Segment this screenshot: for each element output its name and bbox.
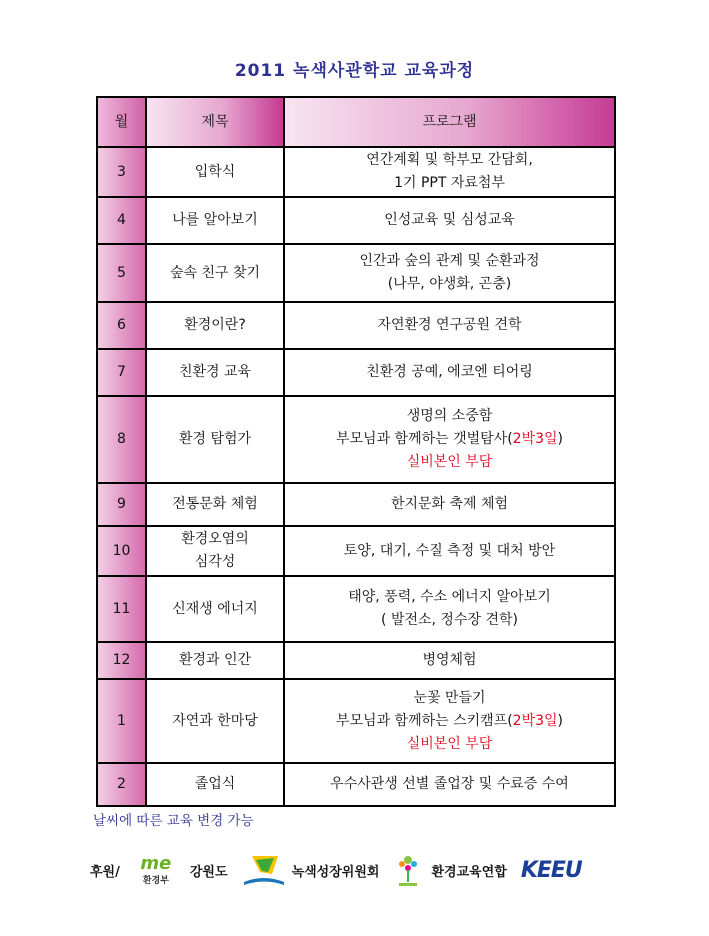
program-text: 우수사관생 선별 졸업장 및 수료증 수여 bbox=[330, 776, 569, 792]
flower-emblem-icon bbox=[393, 850, 423, 890]
title-line: 졸업식 bbox=[194, 776, 236, 792]
ministry-logo-sub: 환경부 bbox=[142, 875, 169, 886]
program-text: (나무, 야생화, 곤충) bbox=[387, 276, 512, 292]
program-highlight-text: 2박3일 bbox=[512, 431, 558, 447]
program-text: 자연환경 연구공원 견학 bbox=[377, 317, 522, 333]
table-header-row bbox=[97, 97, 615, 147]
program-cell bbox=[284, 197, 615, 244]
title-cell bbox=[146, 642, 284, 679]
program-highlight-text: 2박3일 bbox=[512, 712, 558, 729]
table-row bbox=[97, 244, 615, 302]
month-cell: 3 bbox=[97, 147, 146, 197]
program-cell bbox=[284, 576, 615, 642]
program-text: 친환경 공예, 에코엔 티어링 bbox=[366, 364, 533, 380]
program-text: 눈꽃 만들기 bbox=[413, 689, 486, 706]
program-cell bbox=[284, 763, 615, 806]
title-line: 심각성 bbox=[194, 554, 236, 570]
title-cell bbox=[146, 679, 284, 763]
title-cell bbox=[146, 483, 284, 526]
table-row bbox=[97, 763, 615, 806]
sponsor-bar bbox=[90, 848, 650, 892]
program-line bbox=[285, 687, 614, 710]
sponsor-label: 후원/ bbox=[90, 864, 120, 880]
program-text: 인성교육 및 심성교육 bbox=[384, 212, 515, 228]
title-line: 환경오염의 bbox=[181, 531, 249, 547]
title-line: 입학식 bbox=[194, 163, 236, 180]
program-cell bbox=[284, 349, 615, 396]
title-cell bbox=[146, 244, 284, 302]
title-line: 신재생 에너지 bbox=[172, 600, 258, 617]
program-line bbox=[285, 428, 614, 451]
program-text: 연간계획 및 학부모 간담회, bbox=[366, 152, 533, 168]
program-line bbox=[285, 540, 614, 563]
program-line bbox=[285, 209, 614, 232]
program-line bbox=[285, 273, 614, 296]
sponsor-environmental-education-union: 환경교육연합 bbox=[431, 864, 507, 880]
table-row bbox=[97, 679, 615, 763]
title-cell bbox=[146, 763, 284, 806]
keeu-logo: KEEU bbox=[520, 857, 582, 883]
program-cell bbox=[284, 526, 615, 576]
program-line bbox=[285, 710, 614, 733]
program-text: 한지문화 축제 체험 bbox=[390, 496, 509, 512]
month-cell: 10 bbox=[97, 526, 146, 576]
program-line bbox=[285, 649, 614, 672]
title-line: 친환경 교육 bbox=[178, 364, 252, 380]
program-text: ( 발전소, 정수장 견학) bbox=[381, 612, 518, 628]
month-cell: 4 bbox=[97, 197, 146, 244]
program-text: 인간과 숲의 관계 및 순환과정 bbox=[359, 253, 540, 269]
table-row bbox=[97, 483, 615, 526]
program-line bbox=[285, 361, 614, 384]
month-cell: 12 bbox=[97, 642, 146, 679]
program-cell bbox=[284, 396, 615, 483]
table-row bbox=[97, 526, 615, 576]
title-line: 환경이란? bbox=[184, 317, 246, 333]
title-line: 숲속 친구 찾기 bbox=[169, 264, 261, 281]
gangwon-emblem-icon bbox=[242, 852, 286, 888]
title-cell bbox=[146, 302, 284, 349]
program-cell bbox=[284, 302, 615, 349]
program-line bbox=[285, 609, 614, 632]
title-cell bbox=[146, 349, 284, 396]
program-cell bbox=[284, 483, 615, 526]
title-cell bbox=[146, 576, 284, 642]
title-line: 환경 탐험가 bbox=[178, 431, 252, 447]
sponsor-gangwon: 강원도 bbox=[189, 864, 228, 880]
program-highlight-text: 실비본인 부담 bbox=[406, 735, 493, 752]
title-line: 전통문화 체험 bbox=[172, 496, 258, 512]
program-text-end: ) bbox=[557, 712, 563, 729]
title-cell bbox=[146, 147, 284, 197]
program-line bbox=[285, 733, 614, 756]
month-cell: 6 bbox=[97, 302, 146, 349]
page-title: 2011 녹색사관학교 교육과정 bbox=[234, 61, 475, 81]
program-text: 부모님과 함께하는 스키캠프( bbox=[336, 712, 513, 729]
program-line bbox=[285, 149, 614, 172]
title-cell bbox=[146, 396, 284, 483]
ministry-logo-text: me bbox=[140, 852, 172, 874]
program-line bbox=[285, 773, 614, 796]
program-text: 생명의 소중함 bbox=[406, 408, 493, 424]
month-cell: 7 bbox=[97, 349, 146, 396]
month-cell: 2 bbox=[97, 763, 146, 806]
title-line: 환경과 인간 bbox=[178, 652, 252, 668]
program-text: 태양, 풍력, 수소 에너지 알아보기 bbox=[348, 589, 551, 605]
header-title: 제목 bbox=[146, 97, 284, 147]
program-line bbox=[285, 405, 614, 428]
title-line: 자연과 한마당 bbox=[172, 712, 258, 729]
program-line bbox=[285, 451, 614, 474]
program-text-end: ) bbox=[557, 431, 563, 447]
program-line bbox=[285, 172, 614, 195]
program-line bbox=[285, 493, 614, 516]
table-row bbox=[97, 302, 615, 349]
ministry-of-environment-logo bbox=[130, 850, 182, 890]
program-text: 토양, 대기, 수질 측정 및 대처 방안 bbox=[343, 542, 556, 559]
table-row bbox=[97, 396, 615, 483]
schedule-change-note: 날씨에 따른 교육 변경 가능 bbox=[93, 813, 254, 829]
program-line bbox=[285, 314, 614, 337]
title-cell bbox=[146, 526, 284, 576]
header-program: 프로그램 bbox=[284, 97, 615, 147]
program-cell bbox=[284, 679, 615, 763]
program-highlight-text: 실비본인 부담 bbox=[406, 454, 493, 470]
table-row bbox=[97, 576, 615, 642]
program-line bbox=[285, 586, 614, 609]
program-cell bbox=[284, 244, 615, 302]
program-text: 1기 PPT 자료첨부 bbox=[394, 175, 505, 191]
header-month: 월 bbox=[97, 97, 146, 147]
month-cell: 5 bbox=[97, 244, 146, 302]
program-cell bbox=[284, 642, 615, 679]
curriculum-table bbox=[96, 96, 616, 807]
title-line: 나를 알아보기 bbox=[172, 212, 258, 228]
table-row bbox=[97, 642, 615, 679]
program-text: 부모님과 함께하는 갯벌탐사( bbox=[336, 431, 513, 447]
table-row bbox=[97, 147, 615, 197]
title-cell bbox=[146, 197, 284, 244]
table-row bbox=[97, 349, 615, 396]
table-row bbox=[97, 197, 615, 244]
sponsor-green-growth-committee: 녹색성장위원회 bbox=[291, 864, 380, 880]
program-line bbox=[285, 250, 614, 273]
program-cell bbox=[284, 147, 615, 197]
month-cell: 9 bbox=[97, 483, 146, 526]
month-cell: 1 bbox=[97, 679, 146, 763]
month-cell: 11 bbox=[97, 576, 146, 642]
month-cell: 8 bbox=[97, 396, 146, 483]
program-text: 병영체험 bbox=[422, 652, 477, 668]
